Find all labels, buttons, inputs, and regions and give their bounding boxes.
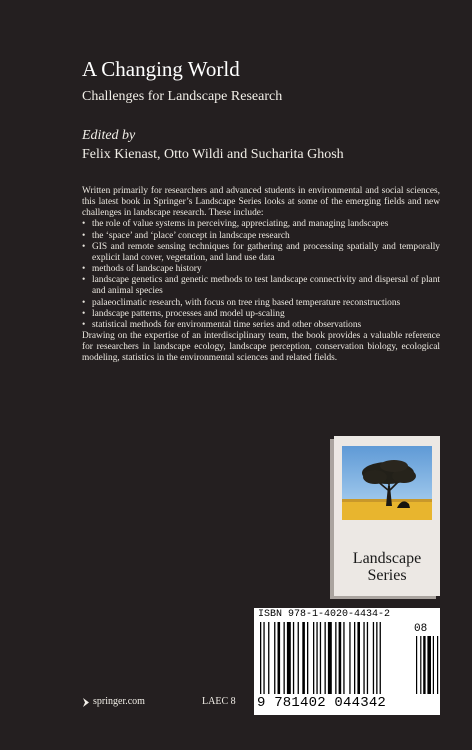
isbn-label: ISBN 978-1-4020-4434-2 bbox=[258, 609, 391, 620]
series-code: LAEC 8 bbox=[202, 696, 236, 707]
book-title: A Changing World bbox=[82, 57, 240, 81]
topics-list bbox=[82, 219, 440, 331]
series-name-line1: Landscape bbox=[352, 550, 422, 567]
barcode-addon-digits: 08 bbox=[414, 623, 428, 635]
series-name bbox=[334, 550, 440, 584]
publisher-link[interactable] bbox=[82, 696, 145, 708]
book-description bbox=[82, 186, 440, 365]
tree-landscape-image bbox=[342, 446, 432, 520]
series-name-line2: Series bbox=[367, 567, 407, 584]
topic-item: • landscape patterns, processes and model up-scaling bbox=[82, 309, 440, 320]
topic-item: • GIS and remote sensing techniques for gathering and processing spatially and temporally explicit land cover, vegetation, and land use data bbox=[82, 242, 440, 264]
topic-item: • methods of landscape history bbox=[82, 264, 440, 275]
editors-names: Felix Kienast, Otto Wildi and Sucharita Ghosh bbox=[82, 147, 344, 162]
topic-item: • statistical methods for environmental time series and other observations bbox=[82, 320, 440, 331]
description-intro: Written primarily for researchers and advanced students in environmental and social sciences, this latest book in Springer’s Landscape Series looks at some of the emerging fields and new challenges in landscape research. These include: bbox=[82, 186, 440, 219]
topic-item: • landscape genetics and genetic methods to test landscape connectivity and dispersal of plant and animal species bbox=[82, 275, 440, 297]
edited-by-label: Edited by bbox=[82, 128, 136, 143]
description-closing: Drawing on the expertise of an interdisciplinary team, the book provides a valuable reference for researchers in landscape ecology, landscape perception, conservation biology, ecological modeling, statistics in the environmental sciences and related fields. bbox=[82, 331, 440, 364]
book-subtitle: Challenges for Landscape Research bbox=[82, 89, 283, 104]
topic-item: • the ‘space’ and ‘place’ concept in landscape research bbox=[82, 231, 440, 242]
isbn-barcode bbox=[254, 608, 440, 715]
publisher-link-label: springer.com bbox=[93, 696, 145, 707]
barcode-bars bbox=[254, 622, 440, 698]
chevron-right-icon bbox=[82, 698, 90, 707]
topic-item: • the role of value systems in perceiving, appreciating, and managing landscapes bbox=[82, 219, 440, 230]
landscape-series-logo bbox=[334, 436, 440, 596]
barcode-digits: 9 781402 044342 bbox=[257, 695, 387, 711]
topic-item: • palaeoclimatic research, with focus on tree ring based temperature reconstructions bbox=[82, 298, 440, 309]
